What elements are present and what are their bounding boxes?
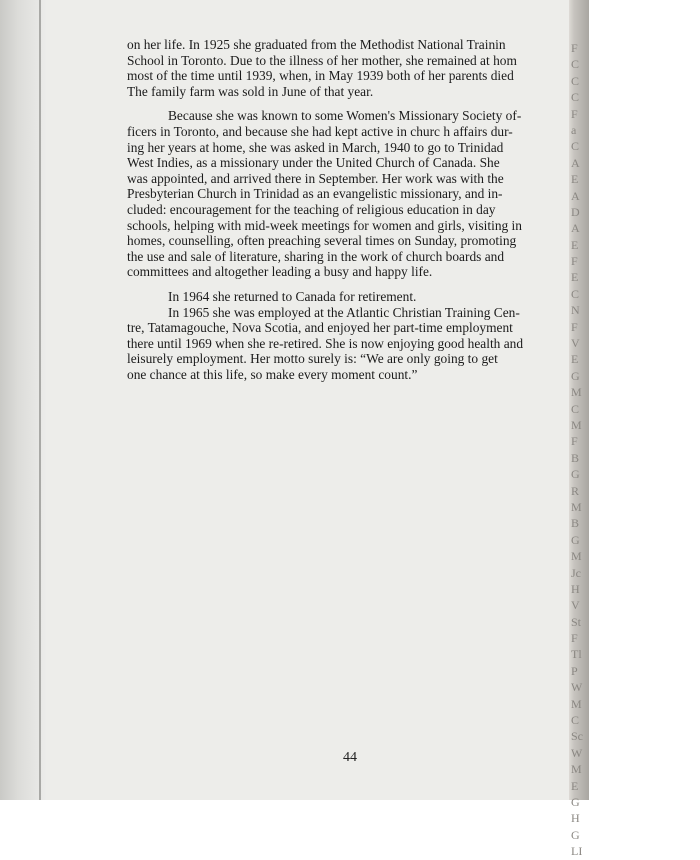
adjacent-page-letter: M (571, 696, 582, 711)
adjacent-page-letter: G (571, 368, 580, 383)
adjacent-page-letters (571, 40, 583, 860)
adjacent-page-letter: D (571, 204, 580, 219)
adjacent-page-letter: A (571, 221, 580, 236)
text-line: School in Toronto. Due to the illness of her mother, she remained at hom (127, 52, 517, 68)
text-line: West Indies, as a missionary under the United Church of Canada. She (127, 155, 500, 171)
page-number: 44 (343, 750, 357, 765)
adjacent-page-letter: A (571, 155, 580, 170)
adjacent-page-letter: W (571, 745, 583, 760)
text-line: was appointed, and arrived there in September. Her work was with the (127, 170, 504, 186)
text-line: most of the time until 1939, when, in May 1939 both of her parents died (127, 68, 514, 84)
adjacent-page-letter: G (571, 467, 580, 482)
text-line: leisurely employment. Her motto surely is: “We are only going to get (127, 351, 498, 367)
text-line: ing her years at home, she was asked in March, 1940 to go to Trinidad (127, 139, 504, 155)
adjacent-page-letter: a (571, 122, 577, 137)
paragraph (127, 289, 569, 383)
text-line: cluded: encouragement for the teaching of religious education in day (127, 201, 496, 217)
adjacent-page-letter: N (571, 303, 580, 318)
adjacent-page-letter: G (571, 532, 580, 547)
adjacent-page-letter: F (571, 254, 578, 269)
text-line: on her life. In 1925 she graduated from the Methodist National Trainin (127, 37, 506, 52)
adjacent-page-letter: W (571, 680, 583, 695)
adjacent-page-letter: F (571, 631, 578, 646)
adjacent-page-letter: B (571, 516, 580, 531)
adjacent-page-letter: C (571, 286, 580, 301)
adjacent-page-letter: F (571, 319, 578, 334)
paragraph (127, 108, 569, 280)
adjacent-page-letter: C (571, 401, 580, 416)
adjacent-page-letter: E (571, 352, 579, 367)
adjacent-page-letter: V (571, 598, 580, 613)
body-text (127, 37, 569, 382)
adjacent-page-letter: Tl (571, 647, 582, 662)
text-line: homes, counselling, often preaching several times on Sunday, promoting (127, 233, 517, 249)
text-line: there until 1969 when she re-retired. She is now enjoying good health and (127, 335, 524, 351)
adjacent-page-letter: H (571, 811, 580, 826)
adjacent-page-letter: H (571, 581, 580, 596)
text-line: In 1964 she returned to Canada for retirement. (168, 288, 417, 304)
adjacent-page-letter: M (571, 549, 582, 564)
adjacent-page-letter: A (571, 188, 580, 203)
text-line: tre, Tatamagouche, Nova Scotia, and enjoyed her part-time employment (127, 320, 513, 336)
adjacent-page-letter: Sc (571, 729, 583, 744)
adjacent-page-letter: R (571, 483, 580, 498)
adjacent-page-letter: G (571, 794, 580, 809)
adjacent-page-letter: C (571, 73, 580, 88)
adjacent-page-letter: C (571, 139, 580, 154)
adjacent-page-letter: F (571, 434, 578, 449)
text-line: committees and altogether leading a busy and happy life. (127, 264, 433, 280)
adjacent-page-letter: C (571, 90, 580, 105)
adjacent-page-letter: F (571, 106, 578, 121)
adjacent-page-letter: M (571, 417, 582, 432)
text-line: schools, helping with mid-week meetings for women and girls, visiting in (127, 217, 522, 233)
adjacent-page-letter: St (571, 614, 582, 629)
text-line: The family farm was sold in June of that year. (127, 83, 374, 99)
adjacent-page-letter: F (571, 41, 578, 55)
adjacent-page-edge (569, 0, 589, 859)
adjacent-page-letter: E (571, 237, 579, 252)
adjacent-page-letter: P (571, 663, 578, 678)
adjacent-page-letter: LI (571, 844, 583, 859)
adjacent-page-letter: M (571, 385, 582, 400)
text-line: Because she was known to some Women's Missionary Society of- (168, 108, 522, 124)
adjacent-page-letter: E (571, 172, 579, 187)
adjacent-page-letter: V (571, 336, 580, 351)
adjacent-page-letter: M (571, 762, 582, 777)
text-line: Presbyterian Church in Trinidad as an evangelistic missionary, and in- (127, 186, 503, 202)
text-line: the use and sale of literature, sharing in the work of church boards and (127, 248, 505, 264)
left-binding-line (39, 0, 41, 800)
adjacent-page-letter: B (571, 450, 580, 465)
adjacent-page-letter: Jc (571, 565, 581, 580)
adjacent-page-letter: E (571, 270, 579, 285)
adjacent-page-letter: M (571, 499, 582, 514)
text-line: ficers in Toronto, and because she had kept active in churc h affairs dur- (127, 123, 513, 139)
text-line: In 1965 she was employed at the Atlantic Christian Training Cen- (168, 304, 520, 320)
adjacent-page-letter: C (571, 57, 580, 72)
adjacent-page-letter: C (571, 713, 580, 728)
text-line: one chance at this life, so make every moment count.” (127, 366, 418, 382)
adjacent-page-letter: G (571, 827, 580, 842)
paragraph (127, 37, 569, 99)
adjacent-page-letter: E (571, 778, 579, 793)
